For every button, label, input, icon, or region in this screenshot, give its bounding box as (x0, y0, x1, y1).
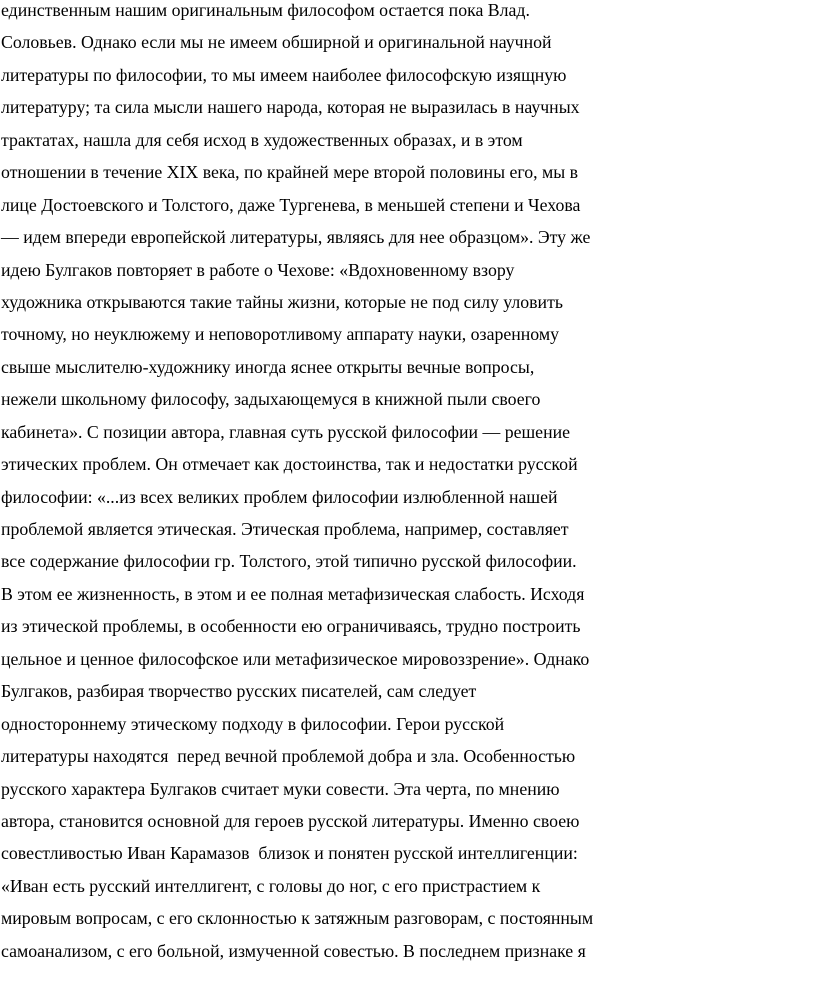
text-line: мировым вопросам, с его склонностью к затяжным разговорам, с постоянным (1, 908, 594, 929)
text-line: «Иван есть русский интеллигент, с головы до ног, с его пристрастием к (1, 875, 541, 896)
text-line: проблемой является этическая. Этическая проблема, например, составляет (1, 519, 569, 539)
text-line: единственным нашим оригинальным философом остается пока Влад. (1, 0, 530, 20)
text-line: — идем впереди европейской литературы, являясь для нее образцом». Эту же (1, 227, 591, 248)
text-line: автора, становится основной для героев русской литературы. Именно своею (1, 810, 580, 831)
text-line: самоанализом, с его больной, измученной совестью. В последнем признаке я (1, 940, 586, 961)
text-line: Соловьев. Однако если мы не имеем обширной и оригинальной научной (1, 32, 552, 53)
text-line: кабинета». С позиции автора, главная суть русской философии — решение (1, 421, 570, 442)
text-line: лице Достоевского и Толстого, даже Тургенева, в меньшей степени и Чехова (1, 194, 581, 215)
text-line: отношении в течение XIX века, по крайней мере второй половины его, мы в (1, 162, 579, 183)
text-line: литературы по философии, то мы имеем наиболее философскую изящную (1, 64, 567, 85)
text-line: трактатах, нашла для себя исход в художественных образах, и в этом (1, 129, 523, 150)
text-line: литературы находятся перед вечной проблемой добра и зла. Особенностью (1, 746, 576, 767)
text-line: Булгаков, разбирая творчество русских писателей, сам следует (1, 681, 477, 702)
text-line: точному, но неуклюжему и неповоротливому аппарату науки, озаренному (1, 324, 559, 345)
text-line: русского характера Булгаков считает муки совести. Эта черта, по мнению (1, 778, 560, 799)
text-line: нежели школьному философу, задыхающемуся в книжной пыли своего (1, 389, 541, 410)
text-line: этических проблем. Он отмечает как достоинства, так и недостатки русской (1, 454, 578, 475)
text-line: идею Булгаков повторяет в работе о Чехове: «Вдохновенному взору (1, 259, 515, 280)
text-line: литературу; та сила мысли нашего народа, которая не выразилась в научных (1, 97, 580, 118)
text-line: совестливостью Иван Карамазов близок и понятен русской интеллигенции: (1, 843, 578, 864)
text-line: В этом ее жизненность, в этом и ее полная метафизическая слабость. Исходя (1, 583, 585, 604)
text-line: все содержание философии гр. Толстого, этой типично русской философии. (1, 551, 577, 572)
text-line: свыше мыслителю-художнику иногда яснее открыты вечные вопросы, (1, 356, 535, 377)
text-line: цельное и ценное философское или метафизическое мировоззрение». Однако (1, 648, 590, 669)
text-line: философии: «...из всех великих проблем философии излюбленной нашей (1, 486, 558, 507)
text-line: из этической проблемы, в особенности ею ограничиваясь, трудно построить (1, 616, 581, 637)
text-line: художника открываются такие тайны жизни, которые не под силу уловить (1, 291, 563, 312)
text-line: одностороннему этическому подходу в философии. Герои русской (1, 713, 505, 734)
body-text (1, 0, 816, 967)
